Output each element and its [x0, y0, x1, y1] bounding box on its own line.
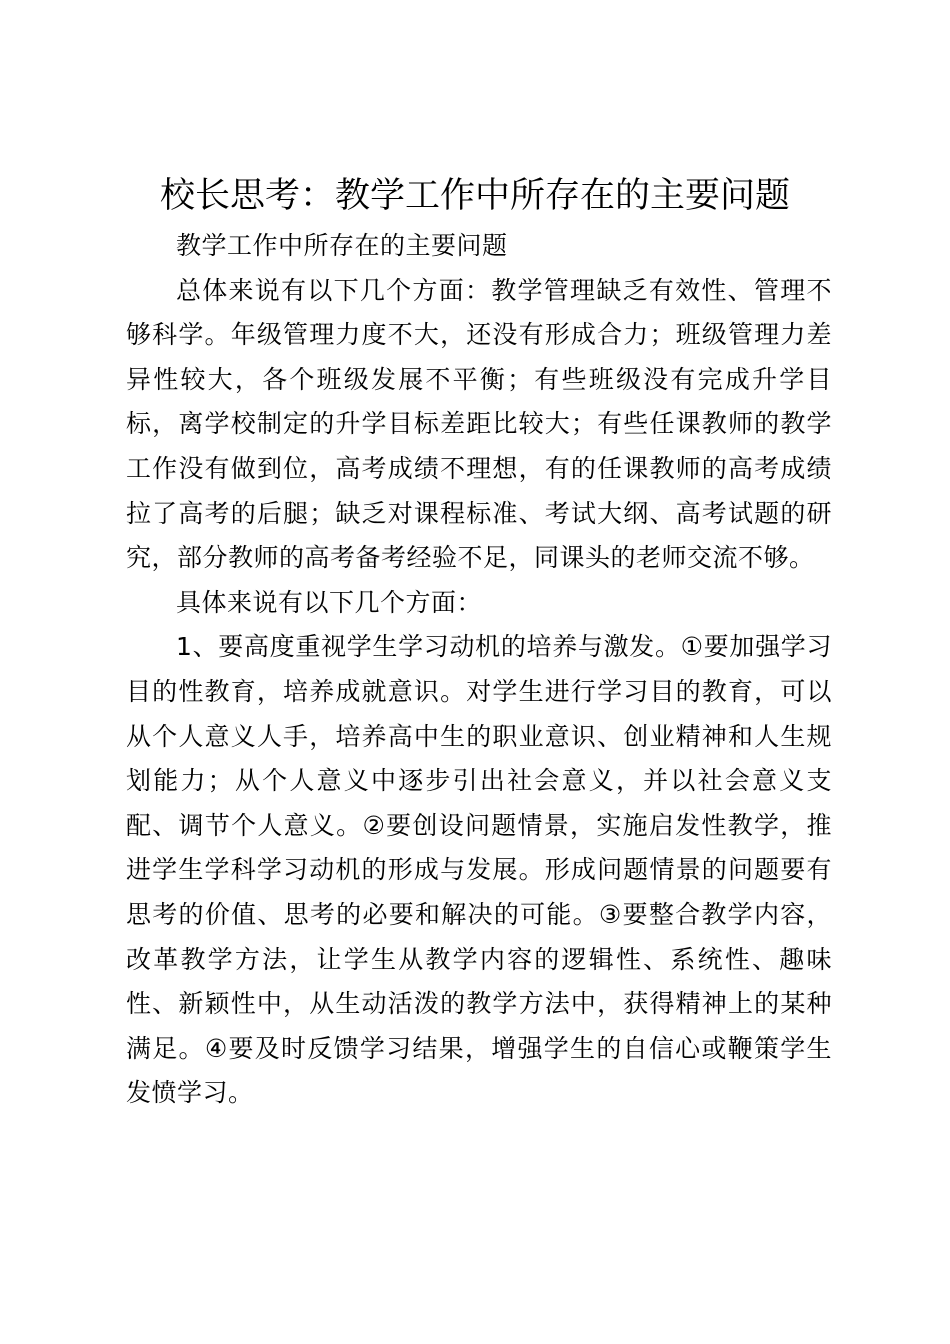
overview-paragraph: 总体来说有以下几个方面：教学管理缺乏有效性、管理不够科学。年级管理力度不大，还没有形成合力；班级管理力差异性较大，各个班级发展不平衡；有些班级没有完成升学目标，离学校制定的升学目标差距比较大；有些任课教师的教学工作没有做到位，高考成绩不理想，有的任课教师的高考成绩拉了高考的后腿；缺乏对课程标准、考试大纲、高考试题的研究，部分教师的高考备考经验不足，同课头的老师交流不够。	[126, 275, 832, 573]
document-title: 校长思考：教学工作中所存在的主要问题	[159, 176, 790, 216]
document-body	[126, 224, 832, 1116]
subheading-paragraph: 教学工作中所存在的主要问题	[176, 231, 508, 260]
point-one-paragraph: 1、要高度重视学生学习动机的培养与激发。①要加强学习目的性教育，培养成就意识。对学生进行学习目的教育，可以从个人意义人手，培养高中生的职业意识、创业精神和人生规划能力；从个人意义中逐步引出社会意义，并以社会意义支配、调节个人意义。②要创设问题情景，实施启发性教学，推进学生学科学习动机的形成与发展。形成问题情景的问题要有思考的价值、思考的必要和解决的可能。③要整合教学内容，改革教学方法，让学生从教学内容的逻辑性、系统性、趣味性、新颖性中，从生动活泼的教学方法中，获得精神上的某种满足。④要及时反馈学习结果，增强学生的自信心或鞭策学生发愤学习。	[126, 632, 832, 1108]
specifics-intro-paragraph: 具体来说有以下几个方面：	[176, 587, 483, 617]
